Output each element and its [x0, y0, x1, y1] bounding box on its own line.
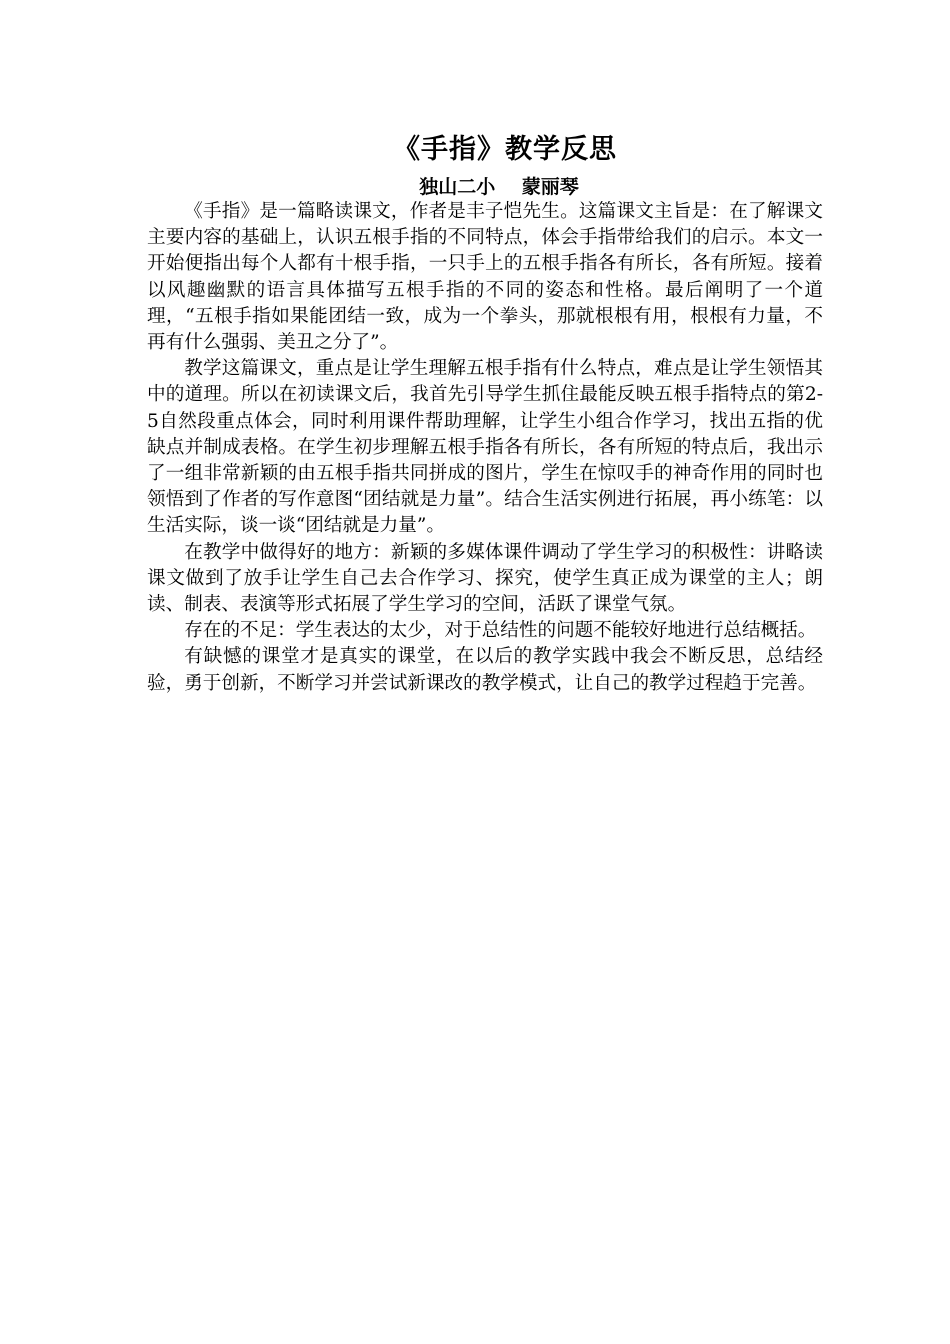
paragraph-conclusion: 有缺憾的课堂才是真实的课堂，在以后的教学实践中我会不断反思，总结经验，勇于创新，不断学习并尝试新课改的教学模式，让自己的教学过程趋于完善。: [147, 646, 823, 694]
paragraph-intro: 《手指》是一篇略读课文，作者是丰子恺先生。这篇课文主旨是：在了解课文主要内容的基础上，认识五根手指的不同特点，体会手指带给我们的启示。本文一开始便指出每个人都有十根手指，一只手上的五根手指各有所长，各有所短。接着以风趣幽默的语言具体描写五根手指的不同的姿态和性格。最后阐明了一个道理，“五根手指如果能团结一致，成为一个拳头，那就根根有用，根根有力量，不再有什么强弱、美丑之分了”。: [147, 201, 823, 354]
document-title: 《手指》教学反思: [393, 134, 617, 165]
document-body: [147, 199, 823, 697]
author-byline: 独山二小 蒙丽琴: [419, 176, 579, 198]
paragraph-teaching: 教学这篇课文，重点是让学生理解五根手指有什么特点，难点是让学生领悟其中的道理。所以在初读课文后，我首先引导学生抓住最能反映五根手指特点的第2-5自然段重点体会，同时利用课件帮助理解，让学生小组合作学习，找出五指的优缺点并制成表格。在学生初步理解五根手指各有所长，各有所短的特点后，我出示了一组非常新颖的由五根手指共同拼成的图片，学生在惊叹手的神奇作用的同时也领悟到了作者的写作意图“团结就是力量”。结合生活实例进行拓展，再小练笔：以生活实际，谈一谈“团结就是力量”。: [147, 358, 823, 537]
paragraph-shortcomings: 存在的不足：学生表达的太少，对于总结性的问题不能较好地进行总结概括。: [184, 620, 817, 642]
paragraph-strengths: 在教学中做得好的地方：新颖的多媒体课件调动了学生学习的积极性：讲略读课文做到了放手让学生自己去合作学习、探究，使学生真正成为课堂的主人；朗读、制表、表演等形式拓展了学生学习的空间，活跃了课堂气氛。: [147, 541, 823, 616]
